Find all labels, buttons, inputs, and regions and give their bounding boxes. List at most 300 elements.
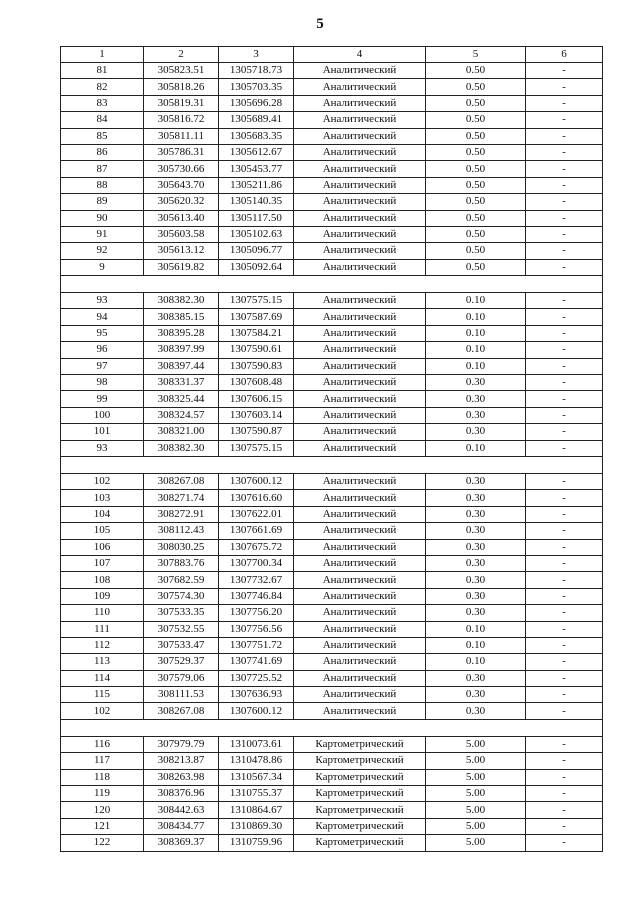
point-number-cell: 101 [61,424,144,440]
point-number-cell: 102 [61,473,144,489]
table-row [61,161,603,177]
accuracy-cell: 0.10 [426,621,526,637]
accuracy-cell: 0.30 [426,687,526,703]
table-row [61,226,603,242]
x-coordinate-cell: 305730.66 [144,161,219,177]
method-cell: Аналитический [294,473,426,489]
x-coordinate-cell: 308271.74 [144,490,219,506]
y-coordinate-cell: 1307746.84 [219,588,294,604]
accuracy-cell: 0.30 [426,473,526,489]
x-coordinate-cell: 305643.70 [144,177,219,193]
note-cell: - [526,177,603,193]
column-header: 2 [144,47,219,63]
y-coordinate-cell: 1305117.50 [219,210,294,226]
coordinates-table [60,46,603,852]
note-cell: - [526,802,603,818]
table-row [61,63,603,79]
point-number-cell: 91 [61,226,144,242]
y-coordinate-cell: 1307732.67 [219,572,294,588]
accuracy-cell: 5.00 [426,769,526,785]
accuracy-cell: 0.50 [426,128,526,144]
x-coordinate-cell: 308267.08 [144,473,219,489]
accuracy-cell: 0.50 [426,210,526,226]
x-coordinate-cell: 307883.76 [144,555,219,571]
y-coordinate-cell: 1310864.67 [219,802,294,818]
method-cell: Аналитический [294,621,426,637]
accuracy-cell: 0.50 [426,226,526,242]
x-coordinate-cell: 305816.72 [144,112,219,128]
method-cell: Аналитический [294,391,426,407]
method-cell: Аналитический [294,358,426,374]
x-coordinate-cell: 308030.25 [144,539,219,555]
point-number-cell: 122 [61,835,144,851]
table-row [61,473,603,489]
x-coordinate-cell: 308442.63 [144,802,219,818]
accuracy-cell: 0.10 [426,293,526,309]
method-cell: Аналитический [294,194,426,210]
table-row [61,325,603,341]
x-coordinate-cell: 305786.31 [144,144,219,160]
point-number-cell: 90 [61,210,144,226]
point-number-cell: 120 [61,802,144,818]
y-coordinate-cell: 1307603.14 [219,407,294,423]
spacer-cell [61,456,603,473]
method-cell: Аналитический [294,95,426,111]
point-number-cell: 112 [61,637,144,653]
table-row [61,605,603,621]
accuracy-cell: 0.30 [426,588,526,604]
table-row [61,769,603,785]
method-cell: Аналитический [294,407,426,423]
y-coordinate-cell: 1310478.86 [219,753,294,769]
accuracy-cell: 0.30 [426,490,526,506]
method-cell: Аналитический [294,144,426,160]
table-row [61,194,603,210]
point-number-cell: 100 [61,407,144,423]
table-row [61,736,603,752]
y-coordinate-cell: 1310567.34 [219,769,294,785]
accuracy-cell: 0.30 [426,424,526,440]
accuracy-cell: 0.30 [426,555,526,571]
x-coordinate-cell: 308331.37 [144,375,219,391]
point-number-cell: 85 [61,128,144,144]
table-row [61,835,603,851]
note-cell: - [526,243,603,259]
y-coordinate-cell: 1305453.77 [219,161,294,177]
point-number-cell: 115 [61,687,144,703]
x-coordinate-cell: 307533.35 [144,605,219,621]
accuracy-cell: 0.30 [426,523,526,539]
note-cell: - [526,769,603,785]
note-cell: - [526,407,603,423]
point-number-cell: 94 [61,309,144,325]
table-row [61,243,603,259]
point-number-cell: 93 [61,293,144,309]
accuracy-cell: 0.50 [426,194,526,210]
note-cell: - [526,572,603,588]
table-row [61,358,603,374]
accuracy-cell: 5.00 [426,802,526,818]
note-cell: - [526,670,603,686]
note-cell: - [526,654,603,670]
accuracy-cell: 0.30 [426,605,526,621]
note-cell: - [526,506,603,522]
table-row [61,802,603,818]
point-number-cell: 113 [61,654,144,670]
method-cell: Аналитический [294,572,426,588]
table-row [61,309,603,325]
method-cell: Аналитический [294,79,426,95]
table-spacer-row [61,276,603,293]
method-cell: Аналитический [294,424,426,440]
note-cell: - [526,128,603,144]
x-coordinate-cell: 308324.57 [144,407,219,423]
point-number-cell: 99 [61,391,144,407]
method-cell: Аналитический [294,539,426,555]
accuracy-cell: 5.00 [426,786,526,802]
method-cell: Аналитический [294,588,426,604]
accuracy-cell: 0.30 [426,670,526,686]
method-cell: Аналитический [294,63,426,79]
accuracy-cell: 0.30 [426,391,526,407]
table-row [61,572,603,588]
x-coordinate-cell: 308272.91 [144,506,219,522]
x-coordinate-cell: 305603.58 [144,226,219,242]
table-row [61,210,603,226]
column-header: 3 [219,47,294,63]
table-row [61,539,603,555]
point-number-cell: 116 [61,736,144,752]
x-coordinate-cell: 305620.32 [144,194,219,210]
accuracy-cell: 0.10 [426,440,526,456]
note-cell: - [526,588,603,604]
method-cell: Аналитический [294,637,426,653]
x-coordinate-cell: 308382.30 [144,440,219,456]
accuracy-cell: 0.50 [426,259,526,275]
point-number-cell: 121 [61,818,144,834]
table-row [61,95,603,111]
point-number-cell: 83 [61,95,144,111]
y-coordinate-cell: 1307661.69 [219,523,294,539]
table-row [61,637,603,653]
note-cell: - [526,95,603,111]
accuracy-cell: 0.30 [426,572,526,588]
method-cell: Аналитический [294,243,426,259]
y-coordinate-cell: 1307756.20 [219,605,294,621]
method-cell: Аналитический [294,440,426,456]
method-cell: Аналитический [294,177,426,193]
table-body [61,63,603,852]
accuracy-cell: 0.50 [426,79,526,95]
table-row [61,440,603,456]
point-number-cell: 88 [61,177,144,193]
accuracy-cell: 0.30 [426,407,526,423]
y-coordinate-cell: 1307584.21 [219,325,294,341]
y-coordinate-cell: 1305703.35 [219,79,294,95]
method-cell: Аналитический [294,161,426,177]
method-cell: Аналитический [294,687,426,703]
point-number-cell: 86 [61,144,144,160]
accuracy-cell: 0.10 [426,309,526,325]
point-number-cell: 95 [61,325,144,341]
note-cell: - [526,259,603,275]
point-number-cell: 111 [61,621,144,637]
y-coordinate-cell: 1307590.61 [219,342,294,358]
y-coordinate-cell: 1310755.37 [219,786,294,802]
column-header: 1 [61,47,144,63]
note-cell: - [526,63,603,79]
accuracy-cell: 0.50 [426,161,526,177]
table-row [61,375,603,391]
y-coordinate-cell: 1310869.30 [219,818,294,834]
y-coordinate-cell: 1305696.28 [219,95,294,111]
table-row [61,424,603,440]
y-coordinate-cell: 1307590.87 [219,424,294,440]
table-row [61,490,603,506]
method-cell: Аналитический [294,342,426,358]
note-cell: - [526,309,603,325]
table-row [61,555,603,571]
note-cell: - [526,144,603,160]
y-coordinate-cell: 1305092.64 [219,259,294,275]
spacer-cell [61,276,603,293]
y-coordinate-cell: 1307751.72 [219,637,294,653]
accuracy-cell: 0.50 [426,63,526,79]
x-coordinate-cell: 308321.00 [144,424,219,440]
point-number-cell: 96 [61,342,144,358]
note-cell: - [526,753,603,769]
method-cell: Аналитический [294,670,426,686]
x-coordinate-cell: 308397.99 [144,342,219,358]
y-coordinate-cell: 1307575.15 [219,293,294,309]
note-cell: - [526,342,603,358]
table-row [61,753,603,769]
table-row [61,144,603,160]
x-coordinate-cell: 308382.30 [144,293,219,309]
y-coordinate-cell: 1305140.35 [219,194,294,210]
x-coordinate-cell: 305811.11 [144,128,219,144]
note-cell: - [526,375,603,391]
table-header-row [61,47,603,63]
point-number-cell: 117 [61,753,144,769]
y-coordinate-cell: 1307606.15 [219,391,294,407]
table-row [61,79,603,95]
method-cell: Картометрический [294,835,426,851]
method-cell: Картометрический [294,802,426,818]
note-cell: - [526,358,603,374]
x-coordinate-cell: 308397.44 [144,358,219,374]
note-cell: - [526,835,603,851]
x-coordinate-cell: 307533.47 [144,637,219,653]
x-coordinate-cell: 308395.28 [144,325,219,341]
accuracy-cell: 0.10 [426,637,526,653]
table-row [61,703,603,719]
y-coordinate-cell: 1307590.83 [219,358,294,374]
method-cell: Аналитический [294,293,426,309]
method-cell: Аналитический [294,605,426,621]
note-cell: - [526,424,603,440]
y-coordinate-cell: 1307741.69 [219,654,294,670]
x-coordinate-cell: 308267.08 [144,703,219,719]
note-cell: - [526,703,603,719]
point-number-cell: 104 [61,506,144,522]
point-number-cell: 92 [61,243,144,259]
note-cell: - [526,194,603,210]
point-number-cell: 102 [61,703,144,719]
y-coordinate-cell: 1307622.01 [219,506,294,522]
accuracy-cell: 0.50 [426,112,526,128]
y-coordinate-cell: 1305689.41 [219,112,294,128]
spacer-cell [61,719,603,736]
y-coordinate-cell: 1307587.69 [219,309,294,325]
note-cell: - [526,555,603,571]
method-cell: Картометрический [294,818,426,834]
method-cell: Картометрический [294,736,426,752]
x-coordinate-cell: 308376.96 [144,786,219,802]
method-cell: Аналитический [294,112,426,128]
x-coordinate-cell: 305823.51 [144,63,219,79]
accuracy-cell: 5.00 [426,736,526,752]
x-coordinate-cell: 308385.15 [144,309,219,325]
point-number-cell: 105 [61,523,144,539]
x-coordinate-cell: 305819.31 [144,95,219,111]
x-coordinate-cell: 305619.82 [144,259,219,275]
method-cell: Аналитический [294,523,426,539]
point-number-cell: 9 [61,259,144,275]
point-number-cell: 93 [61,440,144,456]
y-coordinate-cell: 1307725.52 [219,670,294,686]
accuracy-cell: 0.50 [426,177,526,193]
note-cell: - [526,490,603,506]
y-coordinate-cell: 1305211.86 [219,177,294,193]
accuracy-cell: 0.30 [426,703,526,719]
note-cell: - [526,161,603,177]
table-row [61,293,603,309]
method-cell: Аналитический [294,226,426,242]
accuracy-cell: 5.00 [426,835,526,851]
y-coordinate-cell: 1307616.60 [219,490,294,506]
method-cell: Аналитический [294,375,426,391]
point-number-cell: 81 [61,63,144,79]
note-cell: - [526,621,603,637]
note-cell: - [526,79,603,95]
table-row [61,670,603,686]
note-cell: - [526,818,603,834]
y-coordinate-cell: 1307600.12 [219,703,294,719]
accuracy-cell: 0.10 [426,358,526,374]
x-coordinate-cell: 307532.55 [144,621,219,637]
point-number-cell: 114 [61,670,144,686]
accuracy-cell: 0.10 [426,342,526,358]
column-header: 6 [526,47,603,63]
x-coordinate-cell: 308112.43 [144,523,219,539]
accuracy-cell: 0.50 [426,95,526,111]
method-cell: Аналитический [294,703,426,719]
x-coordinate-cell: 307579.06 [144,670,219,686]
x-coordinate-cell: 307529.37 [144,654,219,670]
table-row [61,391,603,407]
point-number-cell: 106 [61,539,144,555]
method-cell: Аналитический [294,210,426,226]
point-number-cell: 103 [61,490,144,506]
y-coordinate-cell: 1307700.34 [219,555,294,571]
y-coordinate-cell: 1307600.12 [219,473,294,489]
accuracy-cell: 0.50 [426,144,526,160]
point-number-cell: 109 [61,588,144,604]
table-row [61,112,603,128]
y-coordinate-cell: 1305096.77 [219,243,294,259]
table-row [61,687,603,703]
point-number-cell: 119 [61,786,144,802]
table-row [61,506,603,522]
y-coordinate-cell: 1305102.63 [219,226,294,242]
note-cell: - [526,440,603,456]
accuracy-cell: 0.10 [426,325,526,341]
table-spacer-row [61,456,603,473]
x-coordinate-cell: 308369.37 [144,835,219,851]
table-row [61,654,603,670]
note-cell: - [526,786,603,802]
accuracy-cell: 0.30 [426,539,526,555]
x-coordinate-cell: 308111.53 [144,687,219,703]
method-cell: Аналитический [294,490,426,506]
accuracy-cell: 0.50 [426,243,526,259]
x-coordinate-cell: 308434.77 [144,818,219,834]
note-cell: - [526,473,603,489]
x-coordinate-cell: 307574.30 [144,588,219,604]
point-number-cell: 87 [61,161,144,177]
table-spacer-row [61,719,603,736]
y-coordinate-cell: 1307756.56 [219,621,294,637]
table-row [61,128,603,144]
accuracy-cell: 0.30 [426,375,526,391]
accuracy-cell: 5.00 [426,818,526,834]
y-coordinate-cell: 1310073.61 [219,736,294,752]
table-row [61,342,603,358]
x-coordinate-cell: 308263.98 [144,769,219,785]
y-coordinate-cell: 1307636.93 [219,687,294,703]
y-coordinate-cell: 1305718.73 [219,63,294,79]
page-number: 5 [316,16,324,32]
method-cell: Картометрический [294,769,426,785]
method-cell: Аналитический [294,325,426,341]
note-cell: - [526,687,603,703]
table-row [61,818,603,834]
note-cell: - [526,391,603,407]
point-number-cell: 107 [61,555,144,571]
method-cell: Аналитический [294,555,426,571]
note-cell: - [526,605,603,621]
accuracy-cell: 5.00 [426,753,526,769]
table-row [61,523,603,539]
x-coordinate-cell: 305613.12 [144,243,219,259]
method-cell: Аналитический [294,506,426,522]
table-row [61,621,603,637]
y-coordinate-cell: 1307675.72 [219,539,294,555]
note-cell: - [526,736,603,752]
x-coordinate-cell: 307979.79 [144,736,219,752]
point-number-cell: 82 [61,79,144,95]
y-coordinate-cell: 1310759.96 [219,835,294,851]
point-number-cell: 98 [61,375,144,391]
accuracy-cell: 0.10 [426,654,526,670]
x-coordinate-cell: 305818.26 [144,79,219,95]
point-number-cell: 110 [61,605,144,621]
note-cell: - [526,293,603,309]
note-cell: - [526,112,603,128]
point-number-cell: 84 [61,112,144,128]
x-coordinate-cell: 308213.87 [144,753,219,769]
